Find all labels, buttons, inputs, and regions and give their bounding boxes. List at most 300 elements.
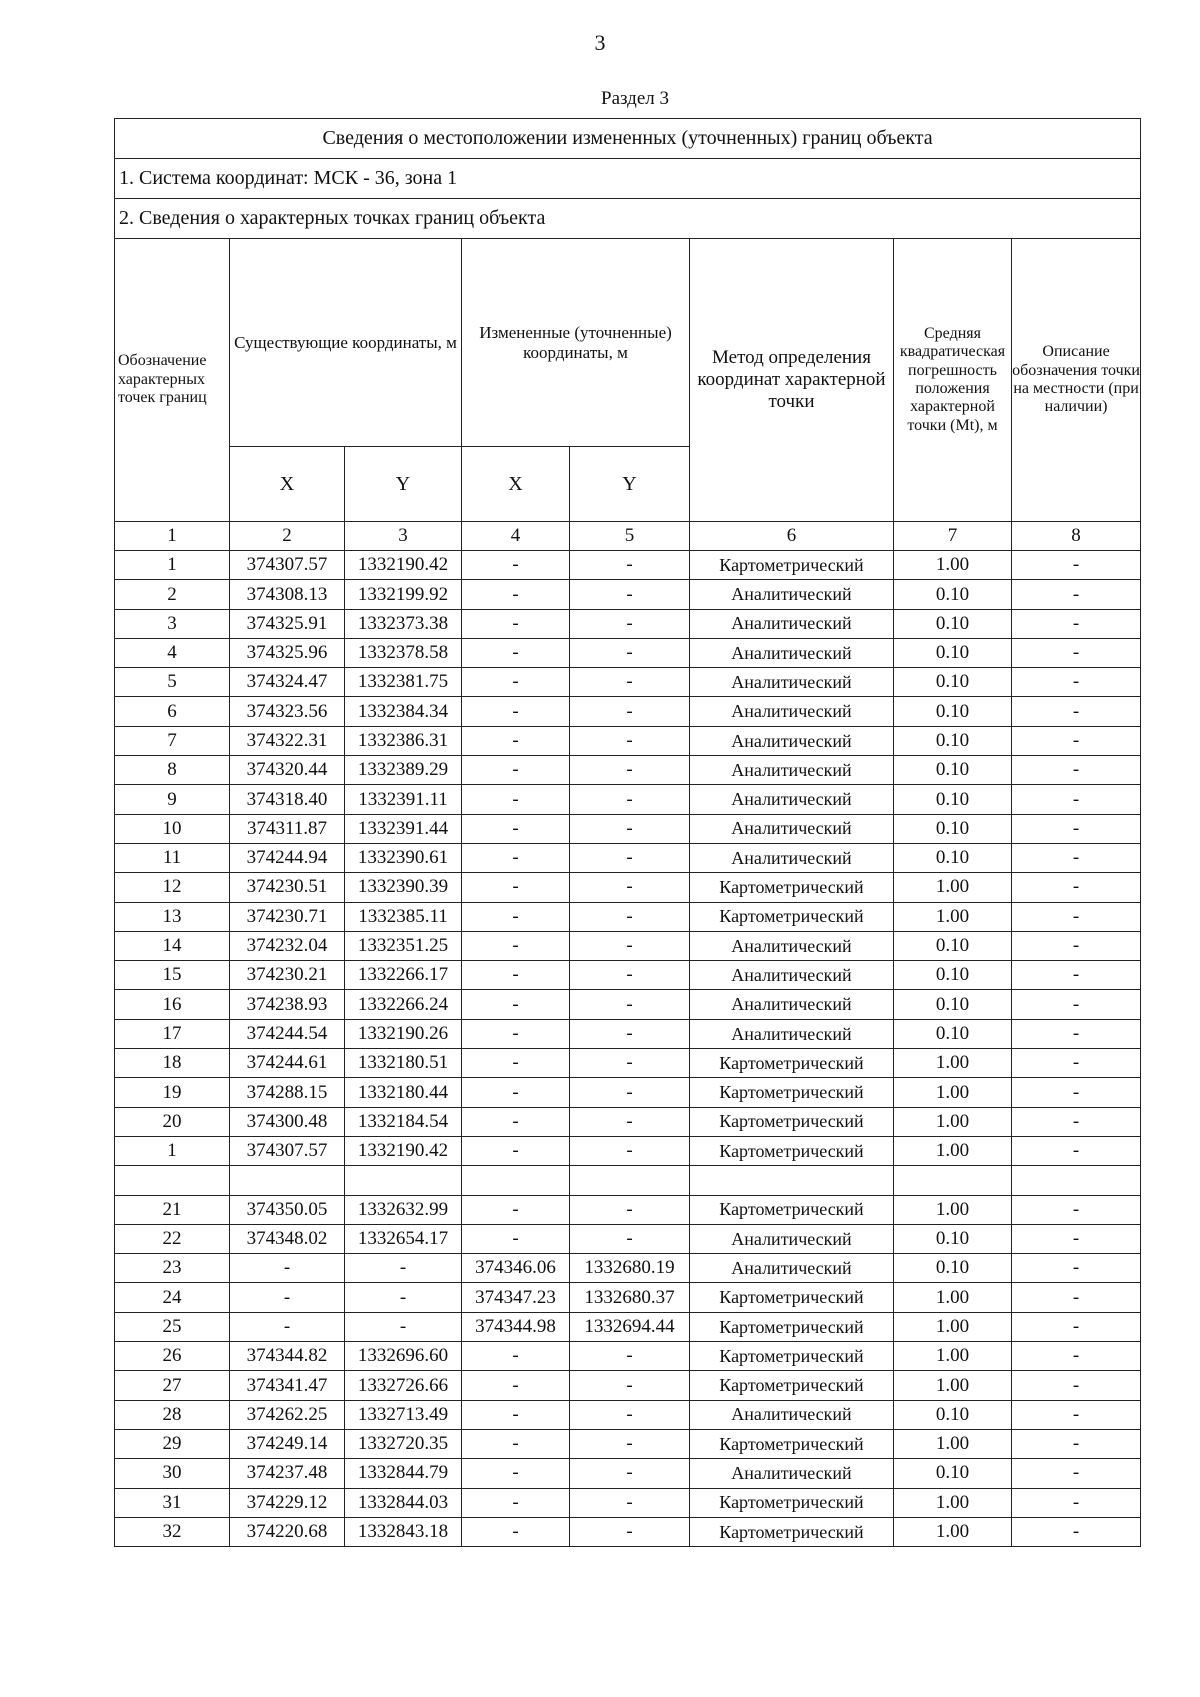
method-cell: Аналитический [690,785,894,814]
changed-x: - [462,1195,570,1224]
table-row [115,814,1141,843]
method-cell: Аналитический [690,697,894,726]
point-number: 27 [115,1371,230,1400]
existing-y: 1332199.92 [345,580,462,609]
changed-y: - [570,931,690,960]
existing-x: 374341.47 [230,1371,345,1400]
header-description: Описание обозначения точки на местности (при наличии) [1012,239,1141,522]
description-value: - [1012,902,1141,931]
point-number: 3 [115,609,230,638]
point-number: 29 [115,1429,230,1458]
changed-y: - [570,726,690,755]
table-row [115,580,1141,609]
error-value: 1.00 [894,1049,1012,1078]
method-cell: Аналитический [690,1400,894,1429]
existing-y: 1332390.39 [345,873,462,902]
changed-y: - [570,1224,690,1253]
existing-y: 1332390.61 [345,843,462,872]
error-value: 0.10 [894,990,1012,1019]
existing-y: 1332373.38 [345,609,462,638]
existing-x: 374300.48 [230,1107,345,1136]
changed-y: - [570,1195,690,1224]
method-cell: Картометрический [690,1283,894,1312]
changed-x: - [462,902,570,931]
existing-y: 1332844.79 [345,1459,462,1488]
existing-y: 1332385.11 [345,902,462,931]
description-value [1012,1166,1141,1195]
column-number: 4 [462,522,570,551]
error-value: 0.10 [894,756,1012,785]
method-cell: Картометрический [690,1488,894,1517]
method-cell: Аналитический [690,1459,894,1488]
existing-y: 1332386.31 [345,726,462,755]
point-number: 24 [115,1283,230,1312]
changed-y: - [570,814,690,843]
method-cell: Картометрический [690,551,894,580]
existing-x: 374288.15 [230,1078,345,1107]
existing-y: 1332190.42 [345,1136,462,1165]
changed-x: - [462,580,570,609]
description-value: - [1012,961,1141,990]
table-row [115,1166,1141,1195]
description-value: - [1012,668,1141,697]
error-value: 0.10 [894,697,1012,726]
existing-x: - [230,1283,345,1312]
error-value: 1.00 [894,551,1012,580]
header-designation: Обозначение характерных точек границ [115,239,230,522]
table-row [115,1078,1141,1107]
point-number: 30 [115,1459,230,1488]
description-value: - [1012,1400,1141,1429]
existing-x: 374229.12 [230,1488,345,1517]
existing-x: 374325.96 [230,638,345,667]
description-value: - [1012,609,1141,638]
table-row [115,1371,1141,1400]
existing-x: 374262.25 [230,1400,345,1429]
description-value: - [1012,814,1141,843]
description-value: - [1012,990,1141,1019]
error-value: 0.10 [894,580,1012,609]
table-row [115,873,1141,902]
method-cell: Аналитический [690,726,894,755]
changed-x: - [462,551,570,580]
existing-y: 1332844.03 [345,1488,462,1517]
changed-y: - [570,638,690,667]
description-value: - [1012,1224,1141,1253]
changed-x [462,1166,570,1195]
point-number: 6 [115,697,230,726]
error-value: 1.00 [894,1195,1012,1224]
existing-y: 1332391.11 [345,785,462,814]
changed-y: 1332680.37 [570,1283,690,1312]
table-row [115,1195,1141,1224]
existing-y: 1332384.34 [345,697,462,726]
description-value: - [1012,1195,1141,1224]
point-number: 31 [115,1488,230,1517]
changed-x: - [462,668,570,697]
table-row [115,638,1141,667]
changed-x: 374346.06 [462,1254,570,1283]
description-value: - [1012,1107,1141,1136]
existing-x: 374307.57 [230,1136,345,1165]
error-value: 0.10 [894,1254,1012,1283]
changed-x: - [462,1517,570,1546]
error-value: 1.00 [894,1136,1012,1165]
changed-y: 1332694.44 [570,1312,690,1341]
changed-x: - [462,1371,570,1400]
method-cell: Аналитический [690,668,894,697]
table-row [115,1049,1141,1078]
method-cell [690,1166,894,1195]
description-value: - [1012,1517,1141,1546]
point-number: 21 [115,1195,230,1224]
point-number: 16 [115,990,230,1019]
coordinate-system: 1. Система координат: МСК - 36, зона 1 [115,159,1141,199]
description-value: - [1012,1078,1141,1107]
method-cell: Картометрический [690,1195,894,1224]
table-row [115,990,1141,1019]
description-value: - [1012,1136,1141,1165]
method-cell: Картометрический [690,1107,894,1136]
changed-x: - [462,785,570,814]
table-row [115,1283,1141,1312]
error-value: 0.10 [894,843,1012,872]
existing-x: 374249.14 [230,1429,345,1458]
existing-x: - [230,1312,345,1341]
changed-y: - [570,902,690,931]
existing-x: 374244.94 [230,843,345,872]
section-label: Раздел 3 [601,88,669,109]
error-value: 1.00 [894,1078,1012,1107]
existing-x: 374244.61 [230,1049,345,1078]
existing-y: 1332696.60 [345,1342,462,1371]
point-number: 20 [115,1107,230,1136]
existing-y: 1332389.29 [345,756,462,785]
method-cell: Картометрический [690,873,894,902]
description-value: - [1012,1342,1141,1371]
existing-y: - [345,1283,462,1312]
column-number: 3 [345,522,462,551]
header-existing-x: X [230,447,345,522]
changed-y: - [570,1107,690,1136]
description-value: - [1012,638,1141,667]
existing-y: 1332720.35 [345,1429,462,1458]
existing-y: 1332381.75 [345,668,462,697]
description-value: - [1012,551,1141,580]
error-value: 0.10 [894,1400,1012,1429]
column-number: 7 [894,522,1012,551]
method-cell: Картометрический [690,1136,894,1165]
column-number: 6 [690,522,894,551]
point-number: 23 [115,1254,230,1283]
existing-x: 374230.51 [230,873,345,902]
description-value: - [1012,697,1141,726]
existing-y: 1332180.44 [345,1078,462,1107]
header-changed-x: X [462,447,570,522]
error-value: 0.10 [894,1019,1012,1048]
existing-x: 374230.21 [230,961,345,990]
changed-y: - [570,1078,690,1107]
changed-y: - [570,756,690,785]
point-number: 12 [115,873,230,902]
error-value: 0.10 [894,726,1012,755]
existing-x: 374348.02 [230,1224,345,1253]
existing-y: 1332654.17 [345,1224,462,1253]
description-value: - [1012,1429,1141,1458]
table-row [115,902,1141,931]
changed-x: - [462,814,570,843]
error-value: 0.10 [894,668,1012,697]
changed-x: - [462,609,570,638]
page-number: 3 [594,30,606,55]
point-number: 17 [115,1019,230,1048]
existing-x: 374350.05 [230,1195,345,1224]
changed-y: - [570,990,690,1019]
changed-x: - [462,990,570,1019]
point-number: 22 [115,1224,230,1253]
table-row [115,1107,1141,1136]
method-cell: Картометрический [690,1429,894,1458]
existing-y [345,1166,462,1195]
existing-y: 1332843.18 [345,1517,462,1546]
changed-y: - [570,580,690,609]
existing-x: 374230.71 [230,902,345,931]
changed-x: - [462,961,570,990]
table-row [115,1429,1141,1458]
header-existing-coordinates: Существующие координаты, м [230,239,462,447]
changed-y: 1332680.19 [570,1254,690,1283]
changed-x: - [462,756,570,785]
method-cell: Картометрический [690,902,894,931]
column-number: 8 [1012,522,1141,551]
changed-y: - [570,1488,690,1517]
description-value: - [1012,756,1141,785]
point-number: 1 [115,551,230,580]
point-number: 19 [115,1078,230,1107]
existing-y: 1332184.54 [345,1107,462,1136]
existing-x [230,1166,345,1195]
error-value: 0.10 [894,638,1012,667]
description-value: - [1012,1254,1141,1283]
existing-x: 374232.04 [230,931,345,960]
method-cell: Аналитический [690,1224,894,1253]
method-cell: Картометрический [690,1312,894,1341]
point-number: 1 [115,1136,230,1165]
changed-x: - [462,843,570,872]
boundary-points-table [114,118,1141,1547]
point-number: 26 [115,1342,230,1371]
changed-y: - [570,1517,690,1546]
changed-y: - [570,785,690,814]
changed-x: - [462,1488,570,1517]
point-number: 13 [115,902,230,931]
point-number: 10 [115,814,230,843]
column-number: 1 [115,522,230,551]
error-value: 1.00 [894,1342,1012,1371]
existing-y: 1332190.42 [345,551,462,580]
changed-x: - [462,1136,570,1165]
description-value: - [1012,1283,1141,1312]
existing-x: 374238.93 [230,990,345,1019]
description-value: - [1012,1312,1141,1341]
method-cell: Картометрический [690,1342,894,1371]
method-cell: Картометрический [690,1049,894,1078]
table-row [115,1312,1141,1341]
error-value: 1.00 [894,1429,1012,1458]
existing-x: 374308.13 [230,580,345,609]
existing-x: 374237.48 [230,1459,345,1488]
table-row [115,668,1141,697]
method-cell: Картометрический [690,1371,894,1400]
header-changed-y: Y [570,447,690,522]
error-value: 1.00 [894,1312,1012,1341]
existing-y: 1332351.25 [345,931,462,960]
description-value: - [1012,873,1141,902]
error-value: 1.00 [894,1488,1012,1517]
description-value: - [1012,931,1141,960]
description-value: - [1012,1488,1141,1517]
existing-x: 374318.40 [230,785,345,814]
error-value: 0.10 [894,961,1012,990]
existing-x: 374344.82 [230,1342,345,1371]
point-number: 4 [115,638,230,667]
method-cell: Аналитический [690,814,894,843]
method-cell: Аналитический [690,931,894,960]
description-value: - [1012,1019,1141,1048]
method-cell: Аналитический [690,843,894,872]
changed-x: 374344.98 [462,1312,570,1341]
existing-x: 374324.47 [230,668,345,697]
changed-x: - [462,1107,570,1136]
method-cell: Аналитический [690,609,894,638]
table-row [115,1459,1141,1488]
changed-y: - [570,1400,690,1429]
existing-y: 1332726.66 [345,1371,462,1400]
changed-x: - [462,1049,570,1078]
changed-x: - [462,697,570,726]
existing-y: 1332266.24 [345,990,462,1019]
table-row [115,726,1141,755]
point-number: 18 [115,1049,230,1078]
existing-x: 374244.54 [230,1019,345,1048]
changed-x: - [462,931,570,960]
header-error: Средняя квадратическая погрешность положения характерной точки (Mt), м [894,239,1012,522]
error-value: 1.00 [894,1517,1012,1546]
point-number: 5 [115,668,230,697]
column-number: 5 [570,522,690,551]
description-value: - [1012,726,1141,755]
header-existing-y: Y [345,447,462,522]
point-number [115,1166,230,1195]
existing-y: 1332378.58 [345,638,462,667]
error-value: 0.10 [894,1224,1012,1253]
table-row [115,843,1141,872]
table-row [115,931,1141,960]
changed-y: - [570,697,690,726]
method-cell: Картометрический [690,1517,894,1546]
changed-x: - [462,638,570,667]
changed-y: - [570,843,690,872]
changed-x: - [462,1429,570,1458]
point-number: 7 [115,726,230,755]
table-row [115,1517,1141,1546]
table-row [115,1136,1141,1165]
changed-y: - [570,1049,690,1078]
method-cell: Аналитический [690,961,894,990]
changed-y: - [570,609,690,638]
error-value: 0.10 [894,785,1012,814]
table-row [115,1400,1141,1429]
changed-y [570,1166,690,1195]
changed-y: - [570,1136,690,1165]
existing-y: 1332180.51 [345,1049,462,1078]
existing-x: 374311.87 [230,814,345,843]
point-number: 11 [115,843,230,872]
method-cell: Аналитический [690,580,894,609]
error-value: 1.00 [894,1283,1012,1312]
error-value: 1.00 [894,902,1012,931]
changed-x: - [462,1459,570,1488]
table-row [115,609,1141,638]
method-cell: Аналитический [690,638,894,667]
table-row [115,1019,1141,1048]
error-value: 1.00 [894,873,1012,902]
changed-y: - [570,551,690,580]
point-number: 25 [115,1312,230,1341]
header-method: Метод определения координат характерной точки [690,239,894,522]
table-row [115,551,1141,580]
table-row [115,961,1141,990]
error-value: 0.10 [894,814,1012,843]
point-number: 32 [115,1517,230,1546]
table-row [115,697,1141,726]
existing-x: 374220.68 [230,1517,345,1546]
description-value: - [1012,1371,1141,1400]
changed-y: - [570,1429,690,1458]
table-row [115,1342,1141,1371]
method-cell: Картометрический [690,1078,894,1107]
error-value [894,1166,1012,1195]
changed-y: - [570,1342,690,1371]
point-number: 14 [115,931,230,960]
changed-y: - [570,1371,690,1400]
point-number: 2 [115,580,230,609]
changed-x: - [462,1224,570,1253]
method-cell: Аналитический [690,1254,894,1283]
error-value: 1.00 [894,1371,1012,1400]
existing-x: 374323.56 [230,697,345,726]
changed-x: - [462,1400,570,1429]
table-row [115,1488,1141,1517]
point-number: 9 [115,785,230,814]
changed-x: - [462,726,570,755]
description-value: - [1012,843,1141,872]
column-number: 2 [230,522,345,551]
existing-x: - [230,1254,345,1283]
existing-x: 374322.31 [230,726,345,755]
existing-y: 1332713.49 [345,1400,462,1429]
existing-x: 374325.91 [230,609,345,638]
changed-y: - [570,1019,690,1048]
error-value: 1.00 [894,1107,1012,1136]
table-row [115,1254,1141,1283]
existing-y: - [345,1254,462,1283]
table-row [115,785,1141,814]
existing-y: - [345,1312,462,1341]
description-value: - [1012,1459,1141,1488]
description-value: - [1012,785,1141,814]
table-row [115,1224,1141,1253]
